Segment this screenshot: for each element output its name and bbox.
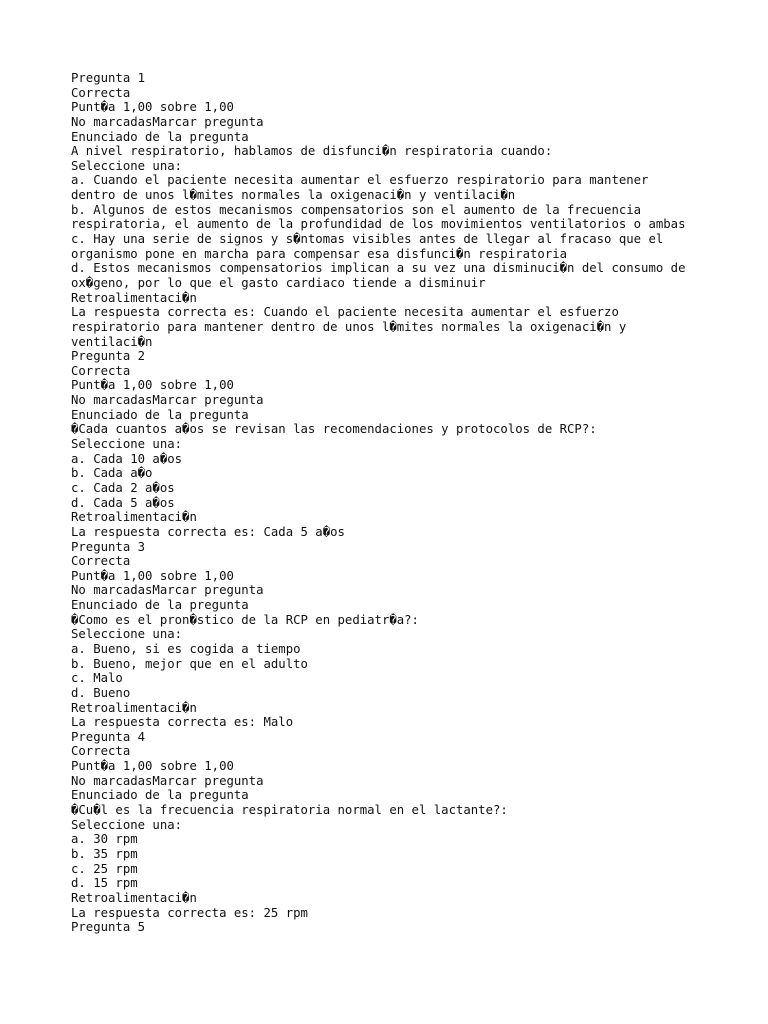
text-line: Punt�a 1,00 sobre 1,00 (71, 100, 234, 115)
text-line: Retroalimentaci�n (71, 510, 197, 525)
text-line: No marcadasMarcar pregunta (71, 114, 264, 129)
text-line: Pregunta 4 (71, 729, 146, 744)
text-line: d. Estos mecanismos compensatorios implican a su vez una disminuci�n del consumo de (71, 261, 686, 276)
text-line: c. Hay una serie de signos y s�ntomas visibles antes de llegar al fracaso que el (71, 232, 664, 247)
document-page (71, 71, 751, 935)
text-line: La respuesta correcta es: Cuando el paciente necesita aumentar el esfuerzo (71, 305, 619, 320)
text-line: �Como es el pron�stico de la RCP en pediatr�a?: (71, 612, 419, 627)
text-line: a. 30 rpm (71, 832, 138, 847)
text-line: Enunciado de la pregunta (71, 129, 249, 144)
text-line: Pregunta 1 (71, 71, 146, 85)
text-line: Correcta (71, 554, 131, 569)
text-line: A nivel respiratorio, hablamos de disfunci�n respiratoria cuando: (71, 144, 553, 159)
text-line: No marcadasMarcar pregunta (71, 583, 264, 598)
text-line: c. Malo (71, 671, 123, 686)
text-line: Seleccione una: (71, 817, 183, 832)
text-line: d. Bueno (71, 685, 131, 700)
text-line: b. 35 rpm (71, 846, 138, 861)
text-line: a. Cuando el paciente necesita aumentar el esfuerzo respiratorio para mantener (71, 173, 649, 188)
text-line: ventilaci�n (71, 334, 153, 349)
text-line: a. Cada 10 a�os (71, 451, 183, 466)
text-line: �Cu�l es la frecuencia respiratoria normal en el lactante?: (71, 803, 508, 818)
text-line: d. Cada 5 a�os (71, 495, 175, 510)
text-line: b. Cada a�o (71, 466, 153, 481)
text-line: c. 25 rpm (71, 861, 138, 876)
text-line: Correcta (71, 744, 131, 759)
text-line: Punt�a 1,00 sobre 1,00 (71, 568, 234, 583)
text-line: respiratorio para mantener dentro de unos l�mites normales la oxigenaci�n y (71, 319, 627, 334)
text-line: No marcadasMarcar pregunta (71, 393, 264, 408)
text-line: Enunciado de la pregunta (71, 788, 249, 803)
text-line: respiratoria, el aumento de la profundidad de los movimientos ventilatorios o ambas (71, 217, 686, 232)
text-line: dentro de unos l�mites normales la oxigenaci�n y ventilaci�n (71, 188, 516, 203)
text-line: b. Bueno, mejor que en el adulto (71, 656, 308, 671)
text-line: Seleccione una: (71, 158, 183, 173)
text-line: Retroalimentaci�n (71, 890, 197, 905)
text-line: b. Algunos de estos mecanismos compensatorios son el aumento de la frecuencia (71, 202, 642, 217)
text-line: Correcta (71, 85, 131, 100)
text-line: Enunciado de la pregunta (71, 407, 249, 422)
text-line: ox�geno, por lo que el gasto cardiaco tiende a disminuir (71, 275, 486, 290)
text-line: Pregunta 3 (71, 539, 146, 554)
text-line: Punt�a 1,00 sobre 1,00 (71, 378, 234, 393)
text-line: c. Cada 2 a�os (71, 480, 175, 495)
text-line: La respuesta correcta es: Cada 5 a�os (71, 524, 345, 539)
text-line: Seleccione una: (71, 437, 183, 452)
text-line: La respuesta correcta es: 25 rpm (71, 905, 308, 920)
text-line: Retroalimentaci�n (71, 290, 197, 305)
text-line: Pregunta 2 (71, 349, 146, 364)
text-line: �Cada cuantos a�os se revisan las recomendaciones y protocolos de RCP?: (71, 422, 597, 437)
text-line: La respuesta correcta es: Malo (71, 715, 294, 730)
text-line: Retroalimentaci�n (71, 700, 197, 715)
text-line: Seleccione una: (71, 627, 183, 642)
text-line: Correcta (71, 363, 131, 378)
text-line: Punt�a 1,00 sobre 1,00 (71, 759, 234, 774)
text-line: Pregunta 5 (71, 920, 146, 935)
text-line: Enunciado de la pregunta (71, 598, 249, 613)
text-line: organismo pone en marcha para compensar esa disfunci�n respiratoria (71, 246, 568, 261)
text-line: a. Bueno, si es cogida a tiempo (71, 641, 301, 656)
text-line: No marcadasMarcar pregunta (71, 773, 264, 788)
text-line: d. 15 rpm (71, 876, 138, 891)
